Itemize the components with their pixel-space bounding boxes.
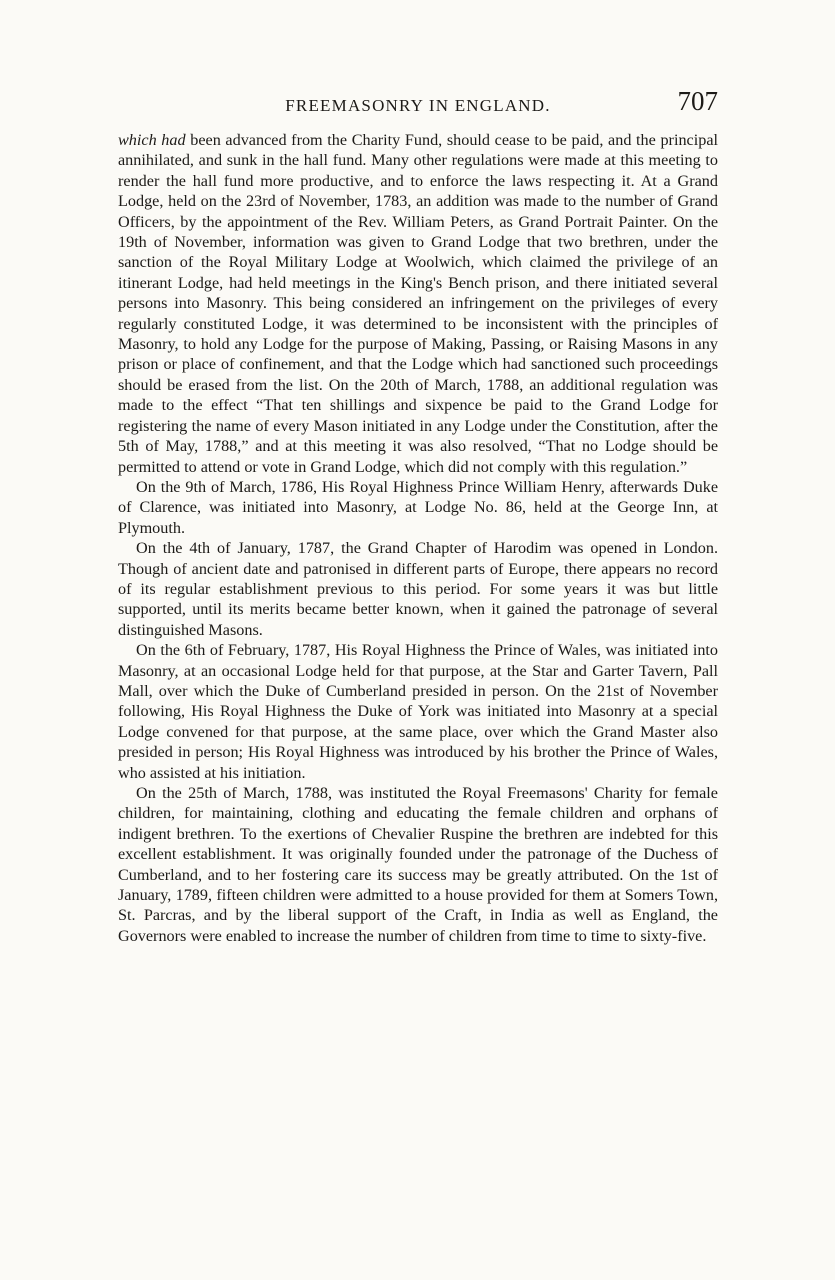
paragraph-text: been advanced from the Charity Fund, should cease to be paid, and the principal annihilated, and sunk in the hall fund. Many other regulations were made at this meeting to render the hall fund more productive, and to enforce the laws respecting it. At a Grand Lodge, held on the 23rd of November, 1783, an addition was made to the number of Grand Officers, by the appointment of the Rev. William Peters, as Grand Portrait Painter. On the 19th of November, information was given to Grand Lodge that two brethren, under the sanction of the Royal Military Lodge at Woolwich, which claimed the privilege of an itinerant Lodge, had held meetings in the King's Bench prison, and there initiated several persons into Masonry. This being considered an infringement on the privileges of every regularly constituted Lodge, it was determined to be inconsistent with the principles of Masonry, to hold any Lodge for the purpose of Making, Passing, or Raising Masons in any prison or place of confinement, and that the Lodge which had sanctioned such proceedings should be erased from the list. On the 20th of March, 1788, an additional regulation was made to the effect “That ten shillings and sixpence be paid to the Grand Lodge for registering the name of every Mason initiated in any Lodge under the Constitution, after the 5th of May, 1788,” and at this meeting it was also resolved, “That no Lodge should be permitted to attend or vote in Grand Lodge, which did not comply with this regulation.” [118, 131, 718, 476]
continued-text-italic: which had [118, 131, 186, 149]
running-head: FREEMASONRY IN ENGLAND. [285, 96, 551, 115]
body-text [118, 130, 718, 946]
paragraph [118, 130, 718, 477]
page-header [118, 86, 718, 120]
page-number: 707 [677, 86, 718, 116]
paragraph: On the 25th of March, 1788, was instituted the Royal Freemasons' Charity for female children, for maintaining, clothing and educating the female children and orphans of indigent brethren. To the exertions of Chevalier Ruspine the brethren are indebted for this excellent establishment. It was originally founded under the patronage of the Duchess of Cumberland, and to her fostering care its success may be greatly attributed. On the 1st of January, 1789, fifteen children were admitted to a house provided for them at Somers Town, St. Parcras, and by the liberal support of the Craft, in India as well as England, the Governors were enabled to increase the number of children from time to time to sixty-five. [118, 784, 718, 945]
paragraph: On the 9th of March, 1786, His Royal Highness Prince William Henry, afterwards Duke of Clarence, was initiated into Masonry, at Lodge No. 86, held at the George Inn, at Plymouth. [118, 477, 718, 537]
paragraph: On the 4th of January, 1787, the Grand Chapter of Harodim was opened in London. Though of ancient date and patronised in different parts of Europe, there appears no record of its regular establishment previous to this period. For some years it was but little supported, until its merits became better known, when it gained the patronage of several distinguished Masons. [118, 539, 718, 639]
paragraph: On the 6th of February, 1787, His Royal Highness the Prince of Wales, was initiated into Masonry, at an occasional Lodge held for that purpose, at the Star and Garter Tavern, Pall Mall, over which the Duke of Cumberland presided in person. On the 21st of November following, His Royal Highness the Duke of York was initiated into Masonry at a special Lodge convened for that purpose, at the same place, over which the Grand Master also presided in person; His Royal Highness was introduced by his brother the Prince of Wales, who assisted at his initiation. [118, 641, 718, 782]
